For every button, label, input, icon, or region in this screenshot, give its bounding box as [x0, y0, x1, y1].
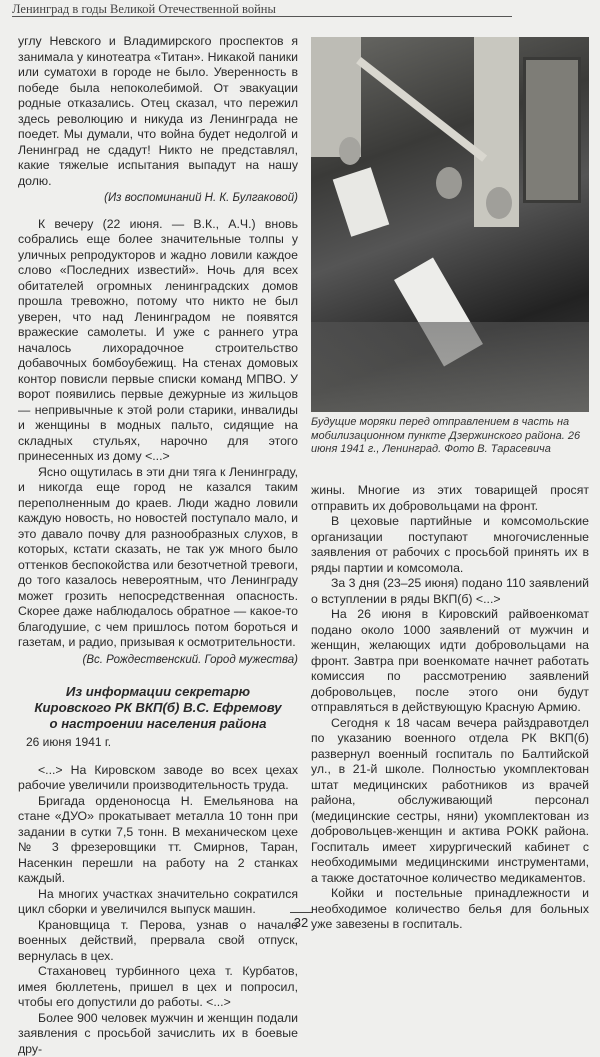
header-rule	[12, 16, 512, 17]
body-paragraph: За 3 дня (23–25 июня) подано 110 заявлений о вступлении в ряды ВКП(б) <...>	[311, 576, 589, 607]
body-paragraph: В цеховые партийные и комсомольские организации поступают многочисленные заявления от рабочих с просьбой принять их в ряды партии и комсомола.	[311, 514, 589, 576]
body-paragraph: жины. Многие из этих товарищей просят отправить их добровольцами на фронт.	[311, 483, 589, 514]
photo-floor	[311, 322, 589, 412]
document-paragraph: Стахановец турбинного цеха т. Курбатов, имея бюллетень, пришел в цех и попросил, чтобы его допустили до работы. <...>	[18, 964, 298, 1011]
photo-ornamental-panel	[523, 57, 581, 203]
document-title-line: Кировского РК ВКП(б) В.С. Ефремову	[18, 700, 298, 716]
photo-figure	[486, 187, 512, 219]
running-header: Ленинград в годы Великой Отечественной войны	[12, 2, 512, 16]
historical-photo	[311, 37, 589, 412]
document-paragraph: Более 900 человек мужчин и женщин подали заявления с просьбой зачислить их в боевые дру-	[18, 1011, 298, 1057]
memoir-source: (Из воспоминаний Н. К. Булгаковой)	[18, 191, 298, 207]
body-paragraph: К вечеру (22 июня. — В.К., А.Ч.) вновь собрались еще более значительные толпы у уличных репродукторов и жадно ловили каждое слово «Последних известий». Ночь для всех обитателей огромных ленинградских домов прошла тревожно, потому что никто не был уверен, что над Ленинградом не появятся вражеские самолеты. И уже с раннего утра началось лихорадочное строительство добавочных бомбоубежищ. На стенах домовых контор повисли первые списки команд МПВО. У ворот появились первые дежурные из жильцов — непривычные к этой роли старики, инвалиды и женщины в модных пальто, сидящие на складных стульях, нарочно для этого принесенных из дому <...>	[18, 217, 298, 465]
document-paragraph: <...> На Кировском заводе во всех цехах рабочие увеличили производительность труда.	[18, 763, 298, 794]
body-paragraph: Ясно ощутилась в эти дни тяга к Ленинграду, и никогда еще город не казался таким переполненным до краев. Люди жадно ловили каждую новость, но новостей поступало мало, и это давало почву для разнообразных слухов, в которых, кстати сказать, не так уж много было оттенков беспокойства или безотчетной тревоги, до того казалось невероятным, что Ленинграду может грозить непосредственная опасность. Скорее даже наблюдалось обратное — какое-то благодушие, с чем пришлось потом бороться и газетам, и радио, призывая к осмотрительности.	[18, 465, 298, 651]
body-paragraph: На 26 июня в Кировский райвоенкомат подано около 1000 заявлений от мужчин и женщин, желающих идти добровольцами на фронт. Завтра при военкомате начнет работать комиссия по рассмотрению заявлений добровольцев, после этого они будут отправляться в действующую Красную Армию.	[311, 607, 589, 716]
photo-figure	[436, 167, 462, 199]
document-title-line: о настроении населения района	[18, 716, 298, 732]
document-paragraph: Бригада орденоносца Н. Емельянова на стане «ДУО» прокатывает металла 10 тонн при задании в сутки 7,5 тонн. В механическом цехе № 3 фрезеровщики тт. Смирнов, Таран, Насенкин перешли на работу на 2 станках каждый.	[18, 794, 298, 887]
left-column	[18, 34, 298, 1057]
document-title	[18, 684, 298, 732]
photo-figure	[339, 137, 361, 165]
body-paragraph: Койки и постельные принадлежности и необходимое количество белья для больных уже завезены в госпиталь.	[311, 886, 589, 933]
document-date: 26 июня 1941 г.	[26, 735, 298, 751]
photo-staircase-rail	[356, 57, 487, 162]
photo-newspaper	[333, 167, 390, 236]
document-paragraph: Крановщица т. Перова, узнав о начале военных действий, прервала свой отпуск, вернулась в цех.	[18, 918, 298, 965]
right-column	[311, 483, 589, 933]
document-paragraph: На многих участках значительно сократился цикл сборки и увеличился выпуск машин.	[18, 887, 298, 918]
document-title-line: Из информации секретарю	[18, 684, 298, 700]
page-number: 32	[290, 912, 312, 930]
body-paragraph: Сегодня к 18 часам вечера райздравотдел по указанию военного отдела РК ВКП(б) развернул военный госпиталь по Балтийской ул., в 21-й школе. Полностью укомплектован штат медицинских работников из врачей района, обслуживающий персонал (медицинские сестры, няни) укомплектован из добровольцев-женщин и актива РОКК района. Госпиталь имеет хирургический кабинет с необходимыми медицинскими инструментами, а также достаточное количество медикаментов.	[311, 716, 589, 887]
rozhdestvensky-source: (Вс. Рождественский. Город мужества)	[18, 653, 298, 669]
photo-caption: Будущие моряки перед отправлением в часть на мобилизационном пункте Дзержинского района. 26 июня 1941 г., Ленинград. Фото В. Тарасевича	[311, 416, 591, 457]
memoir-paragraph: углу Невского и Владимирского проспектов я занимала у кинотеатра «Титан». Никакой паники или суматохи в городе не было. Уверенность в победе была непоколебимой. От эвакуации родные отказались. Отец сказал, что пережил здесь революцию и никуда из Ленинграда не поедет. Мы думали, что война будет недолгой и Ленинград не сдадут! Никто не представлял, какие тяжелые испытания выпадут на нашу долю.	[18, 34, 298, 189]
